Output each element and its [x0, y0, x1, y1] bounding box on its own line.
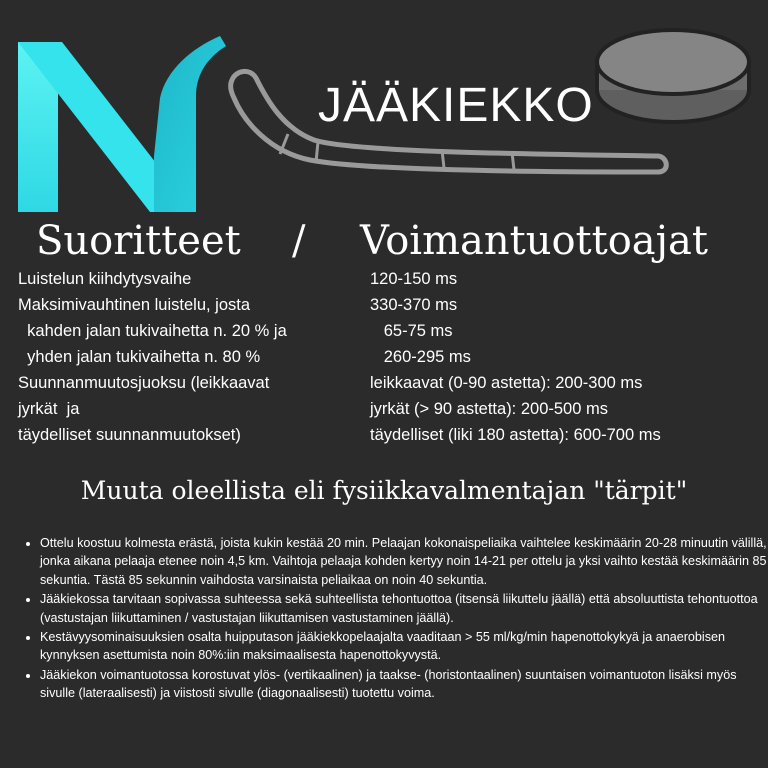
- voimantuottoajat-list: [370, 266, 760, 448]
- list-item: • Kestävyysominaisuuksien osalta huipputason jääkiekkopelaajalta vaaditaan > 55 ml/kg/min hapenottokykyä ja anaerobisen kynnyksen asettumista noin 80%:iin maksimaalisesta hapenottokyvystä.: [40, 628, 768, 665]
- suorite-item: jyrkät ja: [18, 400, 80, 418]
- header-separator: /: [292, 218, 306, 264]
- header-suoritteet: Suoritteet: [36, 218, 241, 264]
- hockey-puck-icon: [590, 22, 756, 128]
- n-logo-icon: [14, 36, 230, 212]
- list-item: • Jääkiekossa tarvitaan sopivassa suhteessa sekä suhteellista tehontuottoa (itsensä liikuttelu jäällä) että absoluuttista tehontuottoa (vastustajan liikuttaminen / vastustajan liikuttamisen vastustaminen jäällä).: [40, 590, 768, 627]
- suorite-item: Luistelun kiihdytysvaihe: [18, 270, 192, 288]
- suorite-item: yhden jalan tukivaihetta n. 80 %: [18, 348, 261, 366]
- list-item: • Ottelu koostuu kolmesta erästä, joista kukin kestää 20 min. Pelaajan kokonaispeliaika vaihtelee keskimäärin 20-28 minuutin välillä, jonka aikana pelaaja etenee noin 4,5 km. Vaihtoja pelaaja kohden kertyy noin 14-21 per ottelu ja yksi vaihto kestää keskimäärin 85 sekuntia. Tästä 85 sekunnin vaihdosta varsinaista peliaikaa on noin 40 sekuntia.: [40, 534, 768, 589]
- voimantuottoaika-item: 330-370 ms: [370, 296, 458, 314]
- voimantuottoaika-item: leikkaavat (0-90 astetta): 200-300 ms: [370, 374, 643, 392]
- suorite-item: Suunnanmuutosjuoksu (leikkaavat: [18, 374, 270, 392]
- page-title: JÄÄKIEKKO: [318, 79, 594, 132]
- list-item: • Jääkiekon voimantuotossa korostuvat ylös- (vertikaalinen) ja taakse- (horistontaalinen) suuntaisen voimantuoton lisäksi myös sivulle (lateraalisesti) ja viistosti sivulle (diagonaalisesti) tuotettu voima.: [40, 666, 768, 703]
- voimantuottoaika-item: 120-150 ms: [370, 270, 458, 288]
- voimantuottoaika-item: 260-295 ms: [370, 348, 471, 366]
- section-subtitle: Muuta oleellista eli fysiikkavalmentajan "tärpit": [80, 476, 688, 505]
- suoritteet-list: [18, 266, 363, 448]
- suorite-item: täydelliset suunnanmuutokset): [18, 426, 241, 444]
- voimantuottoaika-item: täydelliset (liki 180 astetta): 600-700 ms: [370, 426, 661, 444]
- tips-list: [22, 534, 768, 704]
- suorite-item: kahden jalan tukivaihetta n. 20 % ja: [18, 322, 287, 340]
- suorite-item: Maksimivauhtinen luistelu, josta: [18, 296, 251, 314]
- header-voimantuottoajat: Voimantuottoajat: [360, 218, 708, 264]
- voimantuottoaika-item: jyrkät (> 90 astetta): 200-500 ms: [370, 400, 608, 418]
- voimantuottoaika-item: 65-75 ms: [370, 322, 453, 340]
